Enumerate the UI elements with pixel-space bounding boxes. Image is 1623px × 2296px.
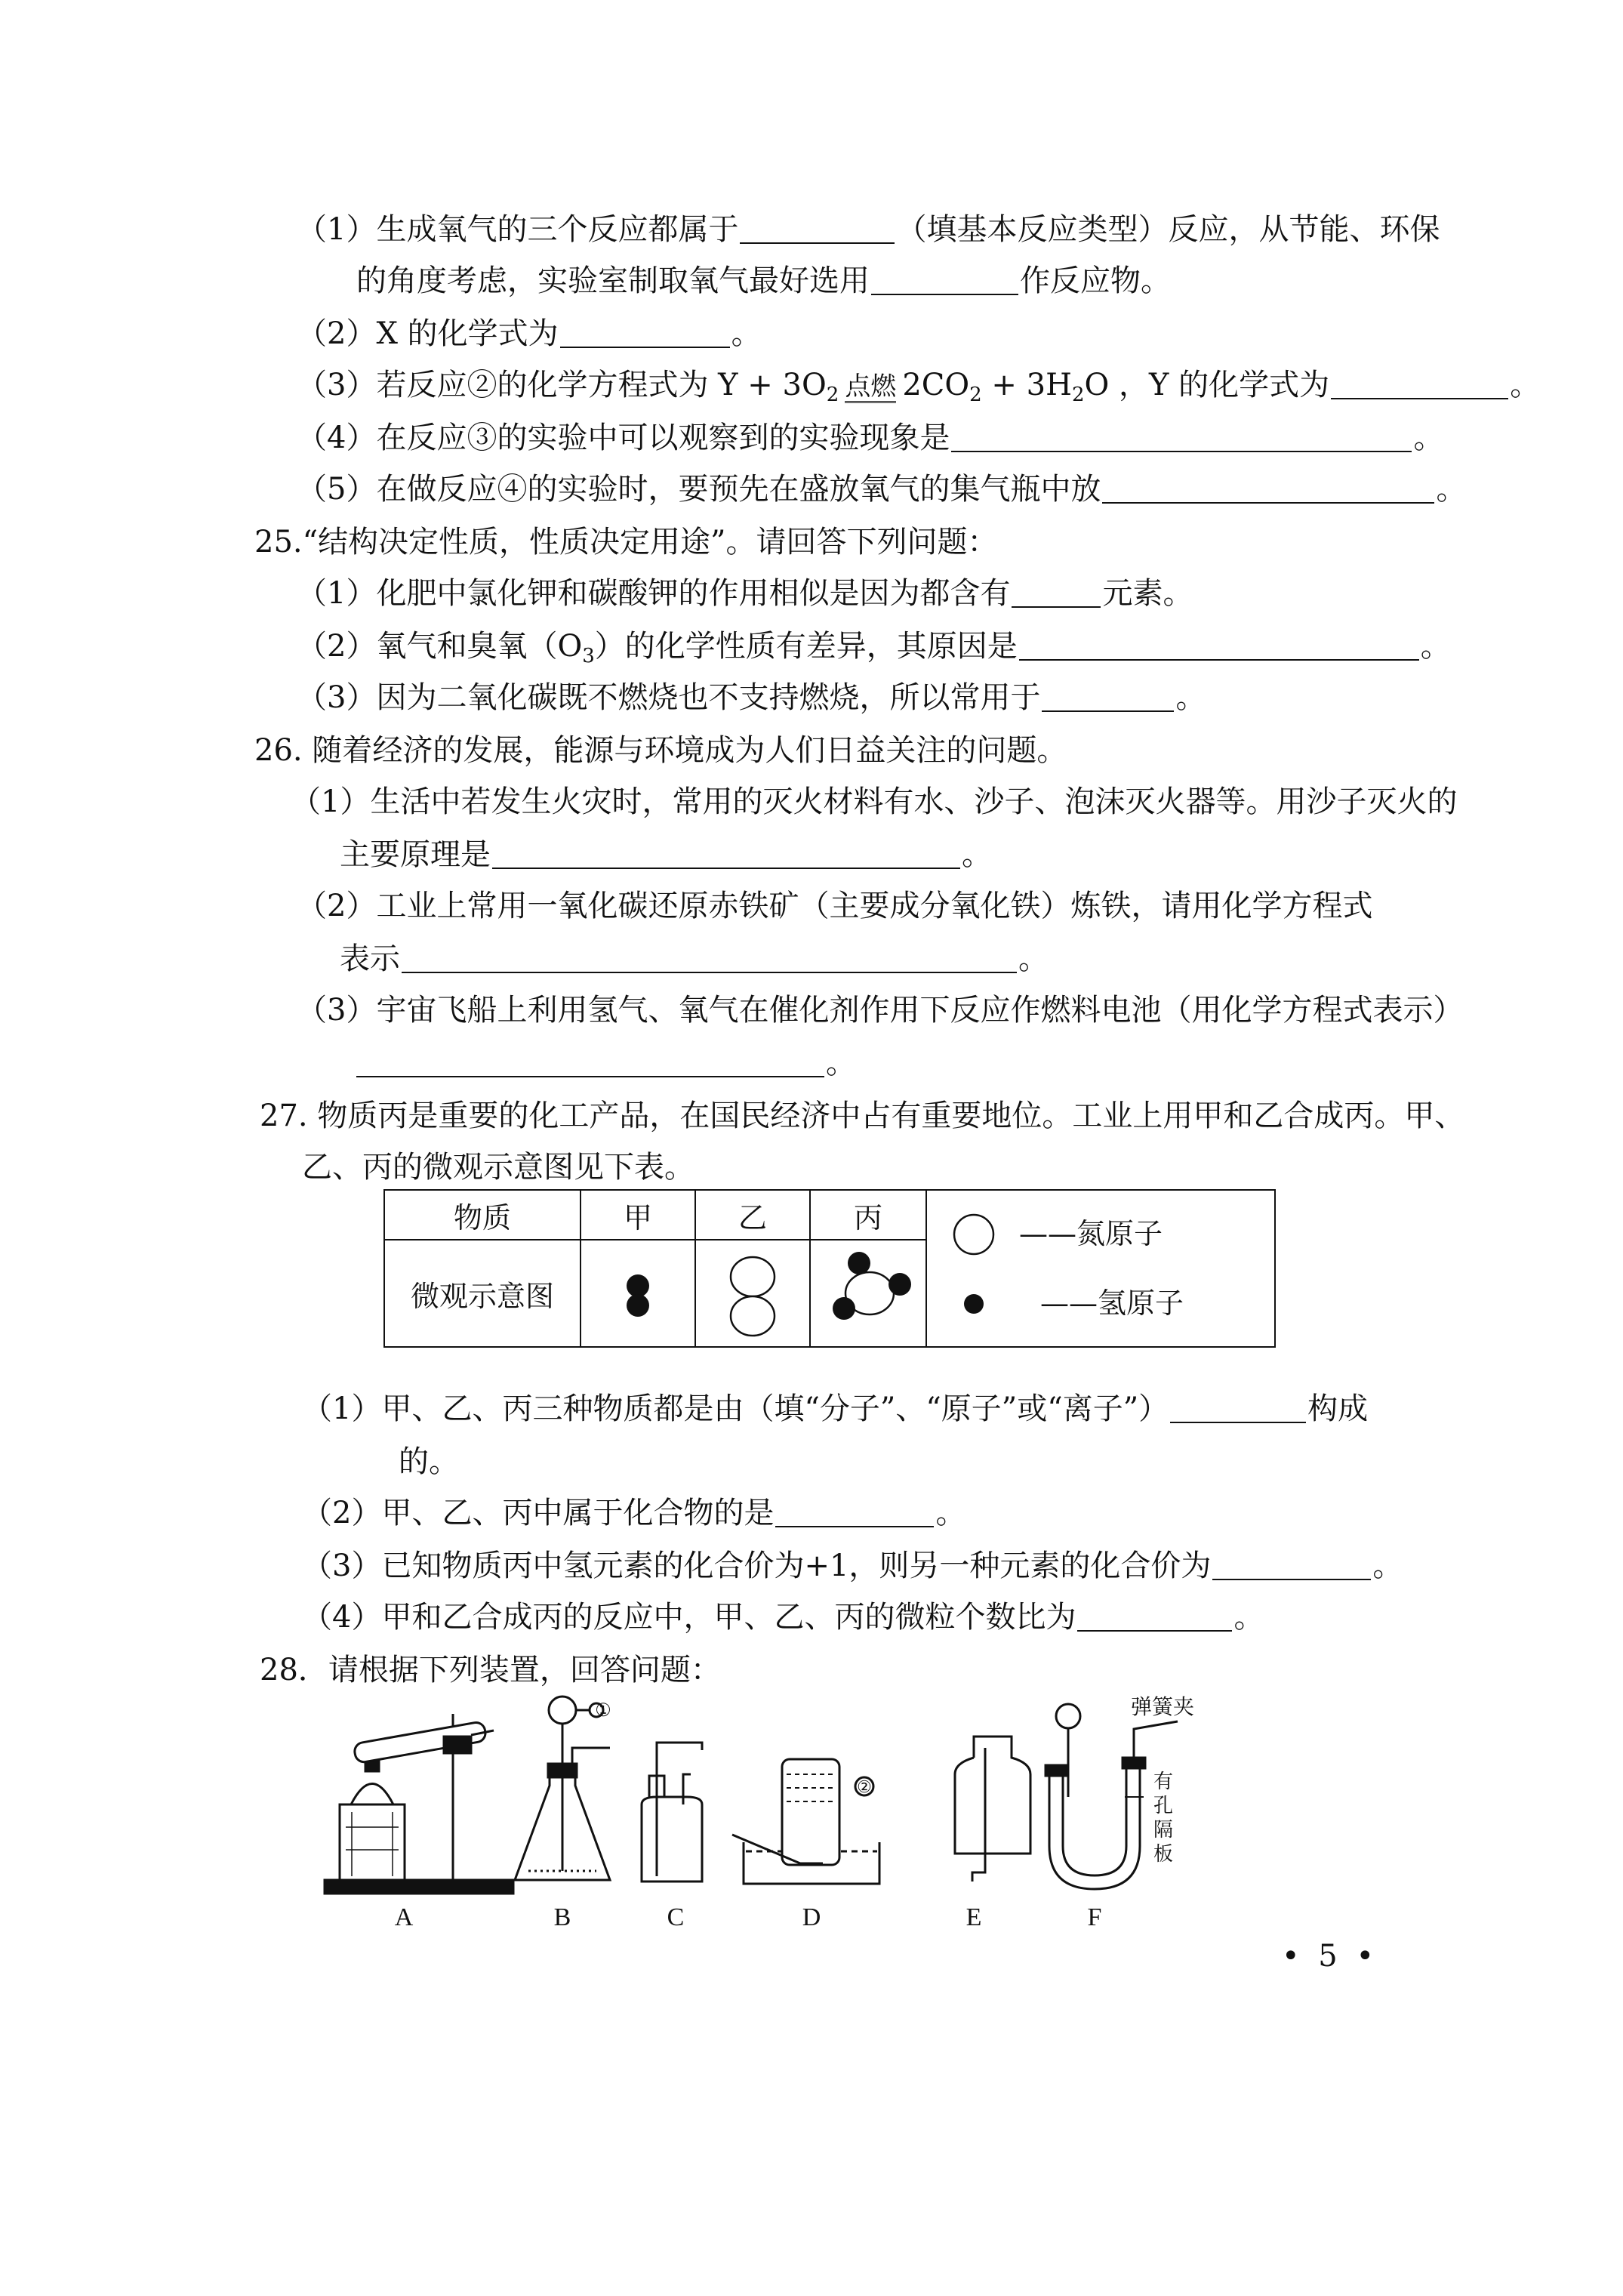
- label-f: F: [1087, 1903, 1102, 1931]
- q26-line1: （1）生活中若发生火灾时，常用的灭火材料有水、沙子、泡沫灭火器等。用沙子灭火的: [291, 784, 1458, 819]
- answer-blank[interactable]: [356, 1046, 824, 1077]
- hydrogen-molecule-icon: [581, 1240, 694, 1346]
- text: （4）在反应③的实验中可以观察到的实验现象是: [297, 421, 950, 455]
- text: 。: [826, 1046, 856, 1080]
- label-b: B: [553, 1903, 571, 1931]
- text: （3）因为二氧化碳既不燃烧也不支持燃烧，所以常用于: [297, 680, 1041, 715]
- answer-blank[interactable]: [1170, 1391, 1306, 1423]
- nitrogen-molecule-icon: [696, 1240, 809, 1346]
- q26-line2: [340, 834, 992, 876]
- diagram-jia: [581, 1240, 695, 1347]
- answer-blank[interactable]: [402, 942, 1017, 973]
- legend-diagram: [927, 1191, 1274, 1346]
- q26-line6: [355, 1042, 856, 1084]
- page-number: • 5 •: [1282, 1939, 1379, 1974]
- q24-line2: [356, 260, 1171, 302]
- text: 。: [1436, 472, 1467, 507]
- text: 。: [731, 316, 762, 351]
- text: 作反应物。: [1020, 264, 1171, 298]
- q24-line4: [297, 364, 1540, 406]
- apparatus-c-icon: [642, 1743, 702, 1881]
- apparatus-e-icon: [955, 1737, 1030, 1881]
- legend-nitrogen: ——氮原子: [1019, 1217, 1163, 1250]
- diagram-bing: [810, 1240, 926, 1347]
- q27-title-line2: 乙、丙的微观示意图见下表。: [302, 1150, 694, 1185]
- q27-line2: 的。: [399, 1444, 459, 1479]
- text: （2）甲、乙、丙中属于化合物的是: [302, 1496, 775, 1530]
- text: 主要原理是: [340, 837, 491, 872]
- q25-line3: [297, 676, 1206, 719]
- text: 构成: [1307, 1391, 1369, 1426]
- q27-title-line1: 27. 物质丙是重要的化工产品，在国民经济中占有重要地位。工业上用甲和乙合成丙。甲、: [260, 1099, 1465, 1133]
- q25-title: 25.“结构决定性质，性质决定用途”。请回答下列问题：: [254, 525, 998, 559]
- q27-line4: [302, 1545, 1403, 1587]
- text: ）的化学性质有差异，其原因是: [594, 629, 1018, 664]
- plate-label-1: 有: [1153, 1771, 1174, 1793]
- plate-label-3: 隔: [1153, 1819, 1174, 1841]
- q27-line5: [302, 1596, 1264, 1638]
- reaction-condition: 点燃: [845, 371, 897, 402]
- q26-line4: [340, 938, 1049, 980]
- answer-blank[interactable]: [1077, 1600, 1232, 1632]
- ammonia-molecule-icon: [811, 1240, 925, 1346]
- text: 。: [962, 837, 992, 872]
- answer-blank[interactable]: [492, 837, 960, 869]
- q28-title: 28．请根据下列装置，回答问题：: [260, 1653, 721, 1687]
- answer-blank[interactable]: [740, 212, 895, 244]
- text: 。: [1372, 1549, 1403, 1583]
- q24-line5: [297, 417, 1443, 459]
- label-a: A: [394, 1903, 414, 1931]
- text: 。: [1413, 421, 1444, 455]
- q24-line6: [297, 468, 1466, 510]
- text: 。: [1233, 1600, 1264, 1635]
- text: 。: [1018, 942, 1049, 976]
- subscript: 2: [826, 384, 839, 406]
- answer-blank[interactable]: [1212, 1549, 1371, 1580]
- header-jia: 甲: [581, 1190, 695, 1240]
- q27-line1: [302, 1388, 1368, 1430]
- text: （2）X 的化学式为: [297, 316, 559, 351]
- legend-hydrogen: ——氢原子: [1040, 1287, 1184, 1320]
- answer-blank[interactable]: [871, 264, 1018, 295]
- text: （2）氧气和臭氧（O: [297, 629, 583, 664]
- diagram-yi: [695, 1240, 810, 1347]
- text: 表示: [340, 942, 400, 976]
- text: 的角度考虑，实验室制取氧气最好选用: [356, 264, 870, 298]
- text: 。: [1175, 680, 1206, 715]
- text: O ，Y 的化学式为: [1084, 368, 1330, 402]
- answer-blank[interactable]: [1331, 368, 1508, 399]
- apparatus-diagram: [310, 1691, 1298, 1940]
- text: （5）在做反应④的实验时，要预先在盛放氧气的集气瓶中放: [297, 472, 1101, 507]
- q25-line2: [297, 625, 1451, 667]
- micro-diagram-table: [383, 1189, 1276, 1348]
- marker-1: ①: [595, 1700, 611, 1721]
- text: （1）生成氧气的三个反应都属于: [297, 212, 739, 247]
- label-c: C: [667, 1903, 685, 1931]
- q26-title: 26. 随着经济的发展，能源与环境成为人们日益关注的问题。: [254, 733, 1067, 768]
- q25-line1: [297, 572, 1193, 615]
- text: （3）已知物质丙中氢元素的化合价为+1，则另一种元素的化合价为: [302, 1549, 1212, 1583]
- apparatus-b-icon: [515, 1697, 610, 1880]
- header-bing: 丙: [810, 1190, 926, 1240]
- legend-cell: [926, 1190, 1275, 1347]
- q27-line3: [302, 1492, 965, 1534]
- subscript: 3: [582, 645, 595, 667]
- spring-clip-label: 弹簧夹: [1131, 1694, 1195, 1719]
- answer-blank[interactable]: [1012, 576, 1101, 608]
- apparatus-a-icon: [325, 1714, 513, 1894]
- text: 。: [935, 1496, 966, 1530]
- plate-label-4: 板: [1153, 1843, 1174, 1866]
- nitrogen-atom-icon: [954, 1215, 993, 1254]
- answer-blank[interactable]: [1042, 680, 1174, 712]
- text: 。: [1510, 368, 1541, 402]
- text: 。: [1420, 629, 1451, 664]
- answer-blank[interactable]: [1102, 472, 1434, 504]
- text: （填基本反应类型）反应，从节能、环保: [896, 212, 1440, 247]
- row-label: 微观示意图: [384, 1240, 581, 1347]
- answer-blank[interactable]: [560, 316, 730, 348]
- text: 2CO: [902, 368, 970, 402]
- text: + 3H: [981, 368, 1072, 402]
- answer-blank[interactable]: [951, 421, 1412, 452]
- answer-blank[interactable]: [775, 1496, 934, 1527]
- marker-2: ②: [857, 1778, 872, 1797]
- q24-line1: [297, 208, 1440, 251]
- label-d: D: [802, 1903, 821, 1931]
- plate-label-2: 孔: [1153, 1795, 1174, 1817]
- header-yi: 乙: [695, 1190, 810, 1240]
- text: （1）甲、乙、丙三种物质都是由（填“分子”、“原子”或“离子”）: [302, 1391, 1169, 1426]
- subscript: 2: [969, 384, 982, 406]
- q24-line3: [297, 313, 762, 355]
- answer-blank[interactable]: [1019, 629, 1419, 661]
- subscript: 2: [1072, 384, 1085, 406]
- q26-line3: （2）工业上常用一氧化碳还原赤铁矿（主要成分氧化铁）炼铁，请用化学方程式: [297, 889, 1373, 923]
- text: 元素。: [1102, 576, 1193, 611]
- label-e: E: [965, 1903, 982, 1931]
- text: （3）若反应②的化学方程式为 Y + 3O: [297, 368, 827, 402]
- text: （1）化肥中氯化钾和碳酸钾的作用相似是因为都含有: [297, 576, 1011, 611]
- header-substance: 物质: [384, 1190, 581, 1240]
- text: （4）甲和乙合成丙的反应中，甲、乙、丙的微粒个数比为: [302, 1600, 1076, 1635]
- hydrogen-atom-icon: [964, 1294, 984, 1314]
- q26-line5: （3）宇宙飞船上利用氢气、氧气在催化剂作用下反应作燃料电池（用化学方程式表示）: [297, 993, 1464, 1028]
